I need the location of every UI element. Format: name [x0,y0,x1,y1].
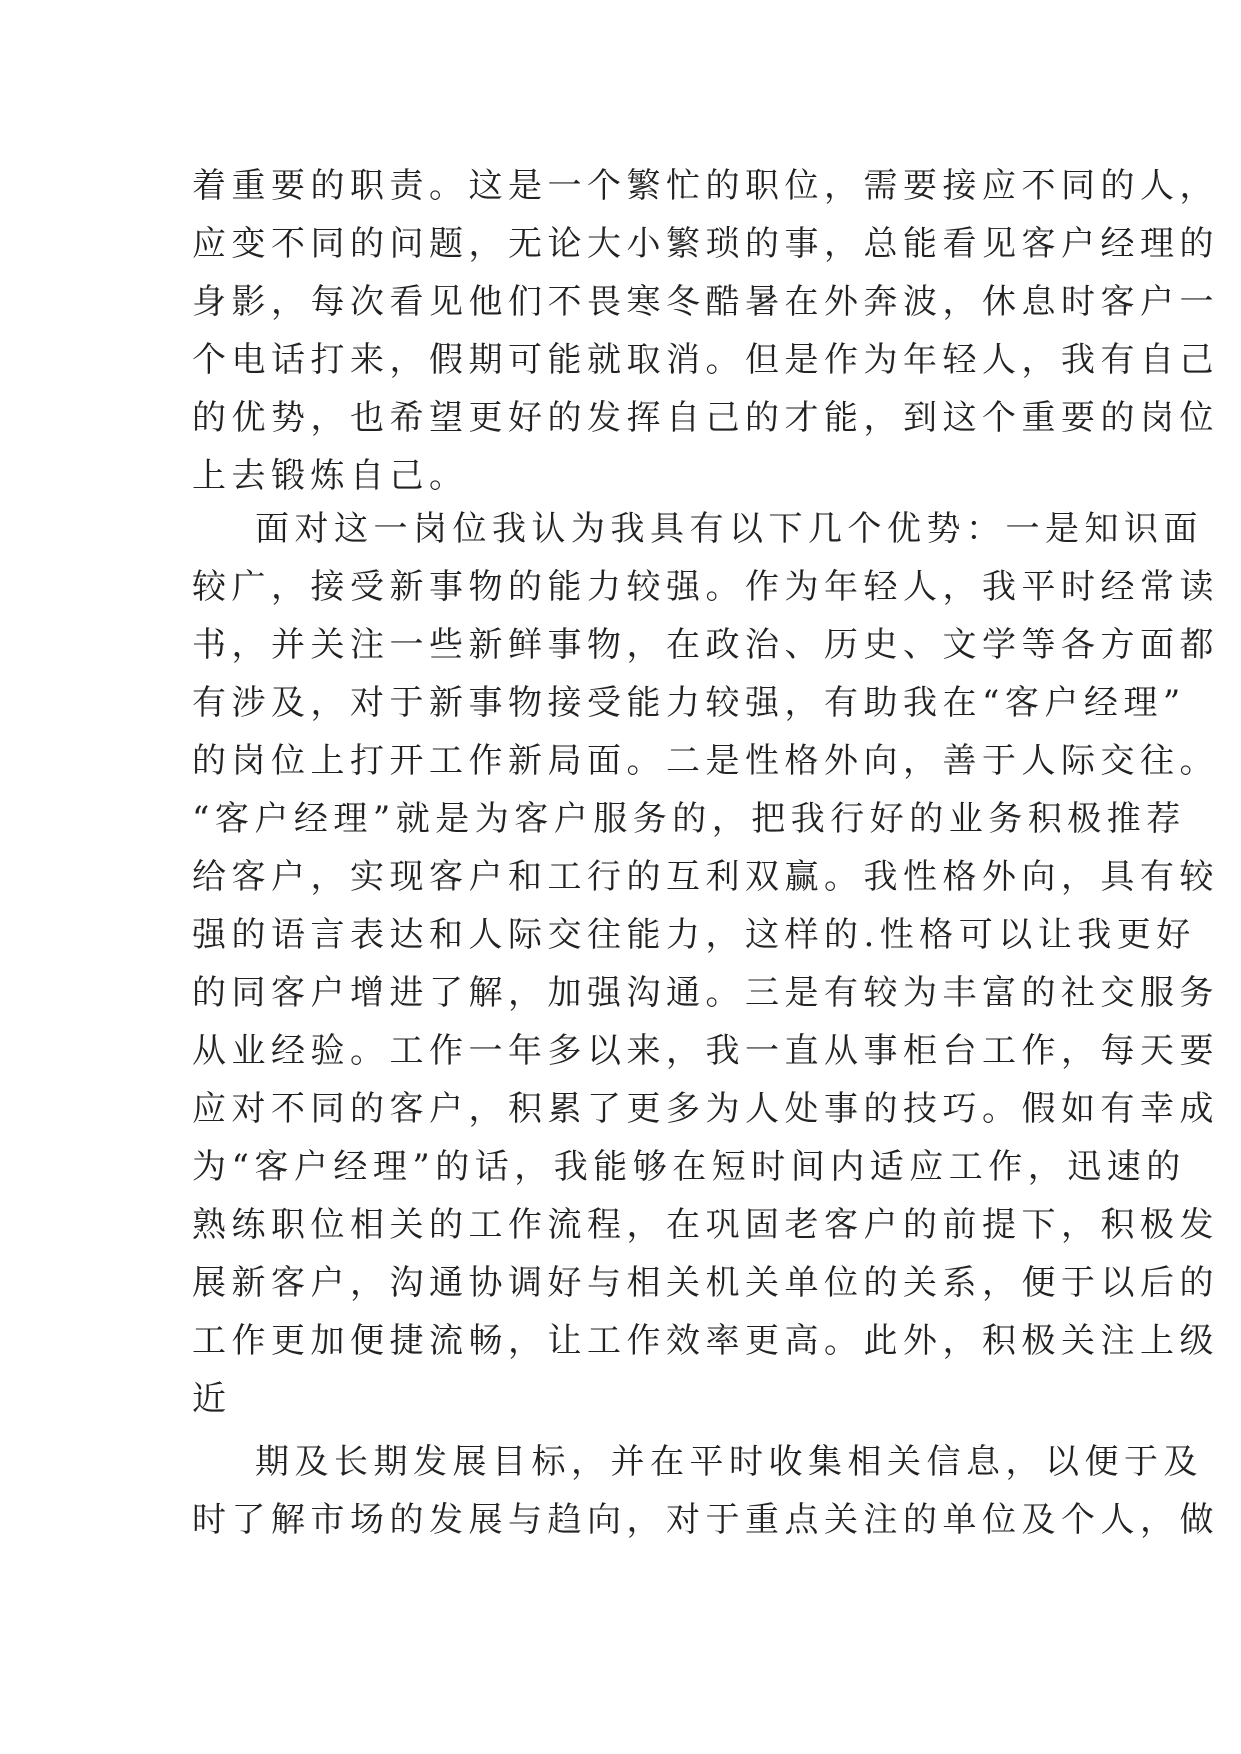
text-line: 应变不同的问题，无论大小繁琐的事，总能看见客户经理的 [192,224,1219,264]
paragraph-1 [192,157,1219,505]
text-line: 强的语言表达和人际交往能力，这样的.性格可以让我更好 [192,915,1196,955]
text-line: 个电话打来，假期可能就取消。但是作为年轻人，我有自己 [192,340,1219,380]
text-line: 身影，每次看见他们不畏寒冬酷暑在外奔波，休息时客户一 [192,282,1219,322]
text-line: 展新客户，沟通协调好与相关机关单位的关系，便于以后的 [192,1263,1219,1303]
text-line: 近 [192,1379,232,1419]
text-line: 应对不同的客户，积累了更多为人处事的技巧。假如有幸成 [192,1089,1219,1129]
paragraph-3 [192,1433,1219,1549]
text-line: 着重要的职责。这是一个繁忙的职位，需要接应不同的人， [192,166,1219,206]
text-line: 为“客户经理”的话，我能够在短时间内适应工作，迅速的 [192,1147,1186,1187]
text-line: 时了解市场的发展与趋向，对于重点关注的单位及个人，做 [192,1500,1219,1540]
text-line: 的优势，也希望更好的发挥自己的才能，到这个重要的岗位 [192,398,1219,438]
text-line: 给客户，实现客户和工行的互利双赢。我性格外向，具有较 [192,857,1219,897]
text-line: 的岗位上打开工作新局面。二是性格外向，善于人际交往。 [192,741,1219,781]
text-line: 面对这一岗位我认为我具有以下几个优势：一是知识面 [255,509,1203,549]
paragraph-2 [192,500,1219,1428]
text-line: “客户经理”就是为客户服务的，把我行好的业务积极推荐 [192,799,1186,839]
text-line: 从业经验。工作一年多以来，我一直从事柜台工作，每天要 [192,1031,1219,1071]
text-line: 工作更加便捷流畅，让工作效率更高。此外，积极关注上级 [192,1321,1219,1361]
text-line: 上去锻炼自己。 [192,456,469,496]
text-line: 的同客户增进了解，加强沟通。三是有较为丰富的社交服务 [192,973,1219,1013]
text-line: 期及长期发展目标，并在平时收集相关信息，以便于及 [255,1442,1203,1482]
text-line: 熟练职位相关的工作流程，在巩固老客户的前提下，积极发 [192,1205,1219,1245]
text-line: 有涉及，对于新事物接受能力较强，有助我在“客户经理” [192,683,1186,723]
text-line: 书，并关注一些新鲜事物，在政治、历史、文学等各方面都 [192,625,1219,665]
text-line: 较广，接受新事物的能力较强。作为年轻人，我平时经常读 [192,567,1219,607]
